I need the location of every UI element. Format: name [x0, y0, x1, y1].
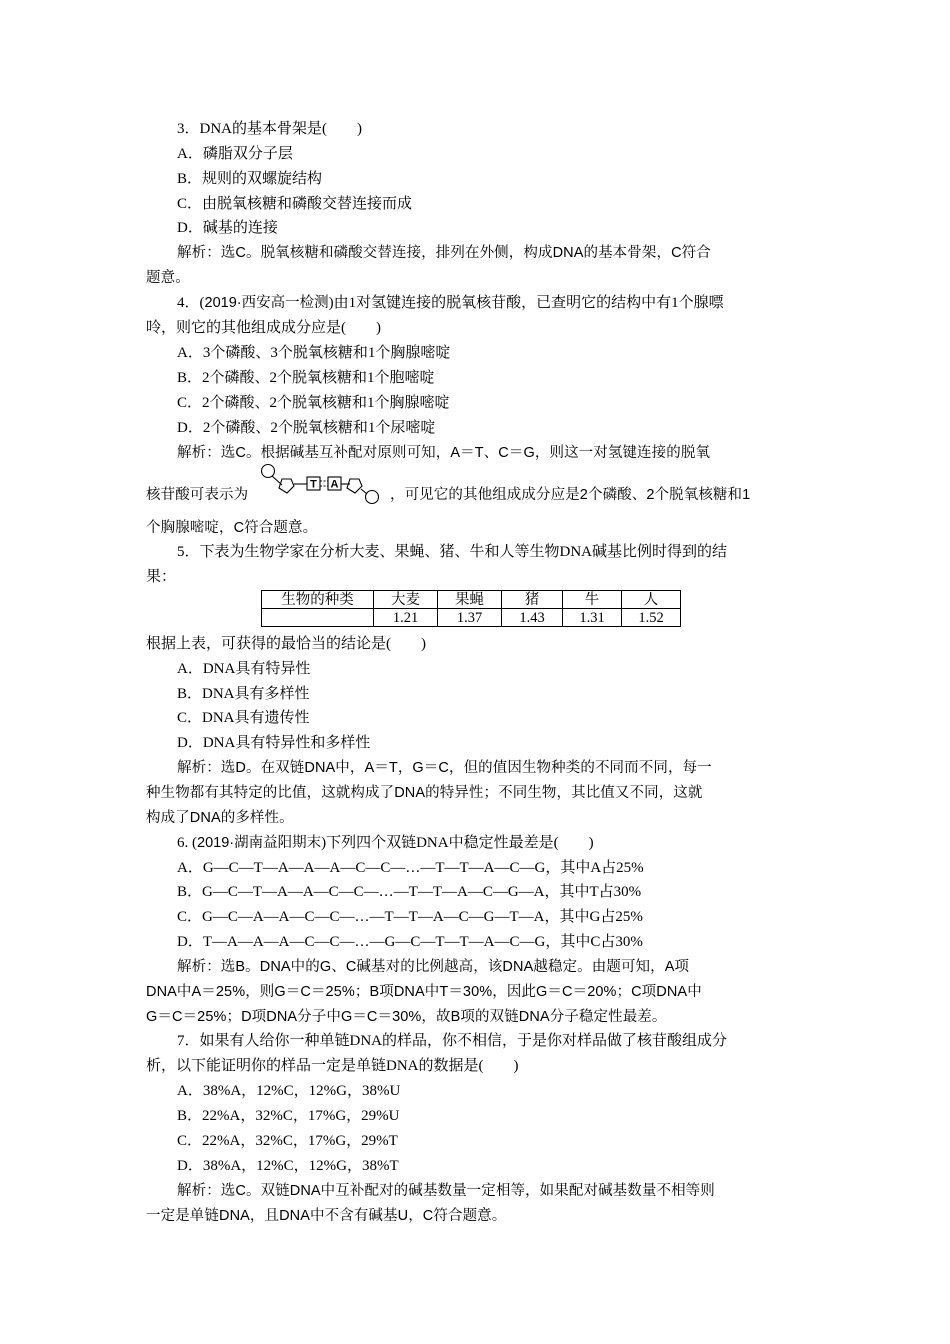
q3-option-b: B．规则的双螺旋结构	[177, 171, 323, 187]
table-cell: 1.43	[502, 609, 563, 627]
table-header-cell: 果蝇	[438, 591, 502, 609]
q6-stem-rest: )下列四个双链DNA中稳定性最差是( )	[321, 835, 594, 851]
q5-option-c: C．DNA具有遗传性	[177, 710, 310, 726]
q4-option-c: C．2个磷酸、2个脱氧核糖和1个胸腺嘧啶	[177, 395, 450, 411]
q4-option-b: B．2个磷酸、2个脱氧核糖和1个胞嘧啶	[177, 370, 435, 386]
q7-option-c: C．22%A，32%C，17%G，29%T	[177, 1133, 398, 1149]
base-a-label: A	[330, 478, 339, 491]
table-header-row	[262, 591, 681, 609]
q4-option-d: D．2个磷酸、2个脱氧核糖和1个尿嘧啶	[177, 420, 436, 436]
q6-analysis-end: G＝C＝25%；D项DNA分子中G＝C＝30%，故B项的双链DNA分子稳定性最差。	[146, 1009, 667, 1025]
q7-option-d: D．38%A，12%C，12%G，38%T	[177, 1158, 399, 1174]
table-row	[262, 609, 681, 627]
q7-option-b: B．22%A，32%C，17%G，29%U	[177, 1108, 400, 1124]
q5-analysis-cont: 种生物都有其特定的比值，这就构成了DNA的特异性；不同生物，其比值又不同，这就	[146, 785, 703, 801]
q4-analysis-label: 核苷酸可表示为	[146, 487, 249, 503]
q3-option-d: D．碱基的连接	[177, 220, 278, 236]
q4-stem-cont: 呤，则它的其他组成成分应是( )	[146, 320, 381, 336]
q4-source: 2019·西安高一检测	[204, 295, 329, 311]
table-cell	[262, 609, 374, 627]
table-header-cell: 人	[622, 591, 681, 609]
q3-analysis: 解析：选C。脱氧核糖和磷酸交替连接，排列在外侧，构成DNA的基本骨架，C符合	[177, 245, 711, 261]
table-header-cell: 大麦	[374, 591, 438, 609]
table-cell: 1.37	[438, 609, 502, 627]
q5-analysis: 解析：选D。在双链DNA中，A＝T，G＝C，但的值因生物种类的不同而不同，每一	[177, 760, 712, 776]
q5-option-a: A．DNA具有特异性	[177, 661, 311, 677]
q6-option-c: C．G—C—A—A—C—C—…—T—T—A—C—G—T—A，其中G占25%	[177, 909, 643, 925]
table-header-cell: 猪	[502, 591, 563, 609]
q6-number: 6. (	[177, 835, 197, 851]
q7-stem-cont: 析，以下能证明你的样品一定是单链DNA的数据是( )	[146, 1058, 519, 1074]
q4-stem-rest: )由1对氢键连接的脱氧核苷酸，已查明它的结构中有1个腺嘌	[328, 295, 724, 311]
q4-analysis: 解析：选C。根据碱基互补配对原则可知，A＝T、C＝G，则这一对氢键连接的脱氧	[177, 445, 711, 461]
q6-source: 2019·湖南益阳期末	[197, 835, 322, 851]
q7-analysis-cont: 一定是单链DNA，且DNA中不含有碱基U，C符合题意。	[146, 1208, 507, 1224]
q6-analysis-cont: DNA中A＝25%，则G＝C＝25%；B项DNA中T＝30%，因此G＝C＝20%；C项DNA中	[146, 984, 702, 1000]
q6-option-b: B．G—C—T—A—A—C—C—…—T—T—A—C—G—A，其中T占30%	[177, 884, 642, 900]
q5-option-b: B．DNA具有多样性	[177, 686, 310, 702]
q5-option-d: D．DNA具有特异性和多样性	[177, 735, 371, 751]
base-t-label: T	[310, 478, 317, 491]
q7-stem: 7．如果有人给你一种单链DNA的样品，你不相信，于是你对样品做了核苷酸组成分	[177, 1033, 728, 1049]
base-ratio-table	[261, 590, 681, 627]
q4-analysis-cont: ，可见它的其他组成成分应是2个磷酸、2个脱氧核糖和1	[390, 487, 751, 503]
q5-analysis-end: 构成了DNA的多样性。	[146, 810, 294, 826]
q5-stem: 5．下表为生物学家在分析大麦、果蝇、猪、牛和人等生物DNA碱基比例时得到的结	[177, 544, 728, 560]
q6-option-d: D．T—A—A—A—C—C—…—G—C—T—T—A—C—G，其中C占30%	[177, 934, 643, 950]
q4-stem	[177, 293, 724, 313]
q3-analysis-cont: 题意。	[146, 270, 190, 286]
q5-stem-cont: 果：	[146, 569, 177, 585]
table-cell: 1.52	[622, 609, 681, 627]
nucleotide-pair-diagram	[258, 462, 386, 508]
q5-question: 根据上表，可获得的最恰当的结论是( )	[146, 636, 426, 652]
q6-analysis: 解析：选B。DNA中的G、C碱基对的比例越高，该DNA越稳定。由题可知，A项	[177, 959, 690, 975]
q7-analysis: 解析：选C。双链DNA中互补配对的碱基数量一定相等，如果配对碱基数量不相等则	[177, 1183, 715, 1199]
table-cell: 1.21	[374, 609, 438, 627]
q7-option-a: A．38%A，12%C，12%G，38%U	[177, 1083, 401, 1099]
q3-stem: 3．DNA的基本骨架是( )	[177, 121, 362, 137]
q4-option-a: A．3个磷酸、3个脱氧核糖和1个胸腺嘧啶	[177, 345, 451, 361]
q3-option-a: A．磷脂双分子层	[177, 146, 293, 162]
table-header-cell: 生物的种类	[262, 591, 374, 609]
table-header-cell: 牛	[563, 591, 622, 609]
q4-analysis-end: 个胸腺嘧啶，C符合题意。	[146, 520, 318, 536]
table-cell: 1.31	[563, 609, 622, 627]
q3-option-c: C．由脱氧核糖和磷酸交替连接而成	[177, 196, 413, 212]
q4-number: 4．(	[177, 295, 205, 311]
q6-option-a: A．G—C—T—A—A—A—C—C—…—T—T—A—C—G，其中A占25%	[177, 860, 644, 876]
q6-stem	[177, 833, 594, 853]
